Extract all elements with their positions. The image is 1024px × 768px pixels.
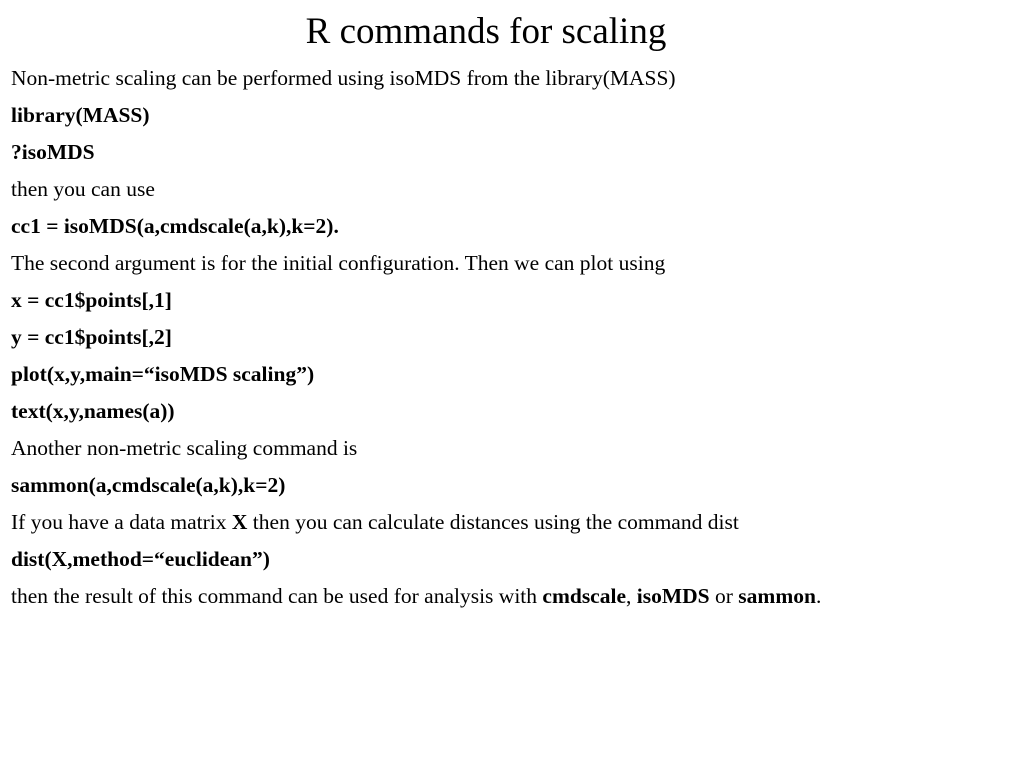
- final-text: [11, 581, 1001, 612]
- final-end: .: [815, 584, 822, 608]
- slide-title: R commands for scaling: [305, 11, 667, 52]
- final-sep-1: ,: [626, 584, 637, 608]
- code-y-points: y = cc1$points[,2]: [11, 325, 172, 349]
- code-dist: dist(X,method=“euclidean”): [11, 547, 270, 571]
- data-matrix-text: [11, 509, 1001, 536]
- intro-text: Non-metric scaling can be performed using isoMDS from the library(MASS): [11, 66, 676, 90]
- data-matrix-symbol: X: [231, 510, 248, 534]
- isomds-term: isoMDS: [636, 584, 710, 608]
- final-text-start: then the result of this command can be used for analysis with: [11, 584, 543, 608]
- data-matrix-text-start: If you have a data matrix: [11, 510, 232, 534]
- another-command-text: Another non-metric scaling command is: [11, 436, 358, 460]
- final-sep-2: or: [709, 584, 739, 608]
- then-use-text: then you can use: [11, 177, 155, 201]
- code-help-isomds: ?isoMDS: [11, 140, 95, 164]
- code-library-mass: library(MASS): [11, 103, 150, 127]
- slide-body: [11, 65, 1001, 622]
- data-matrix-text-end: then you can calculate distances using the command dist: [247, 510, 739, 534]
- code-text: text(x,y,names(a)): [11, 399, 175, 423]
- cmdscale-term: cmdscale: [542, 584, 626, 608]
- code-isomds-call: cc1 = isoMDS(a,cmdscale(a,k),k=2).: [11, 214, 339, 238]
- second-argument-text: The second argument is for the initial configuration. Then we can plot using: [11, 251, 666, 275]
- sammon-term: sammon: [738, 584, 816, 608]
- code-x-points: x = cc1$points[,1]: [11, 288, 172, 312]
- code-plot: plot(x,y,main=“isoMDS scaling”): [11, 362, 315, 386]
- code-sammon: sammon(a,cmdscale(a,k),k=2): [11, 473, 286, 497]
